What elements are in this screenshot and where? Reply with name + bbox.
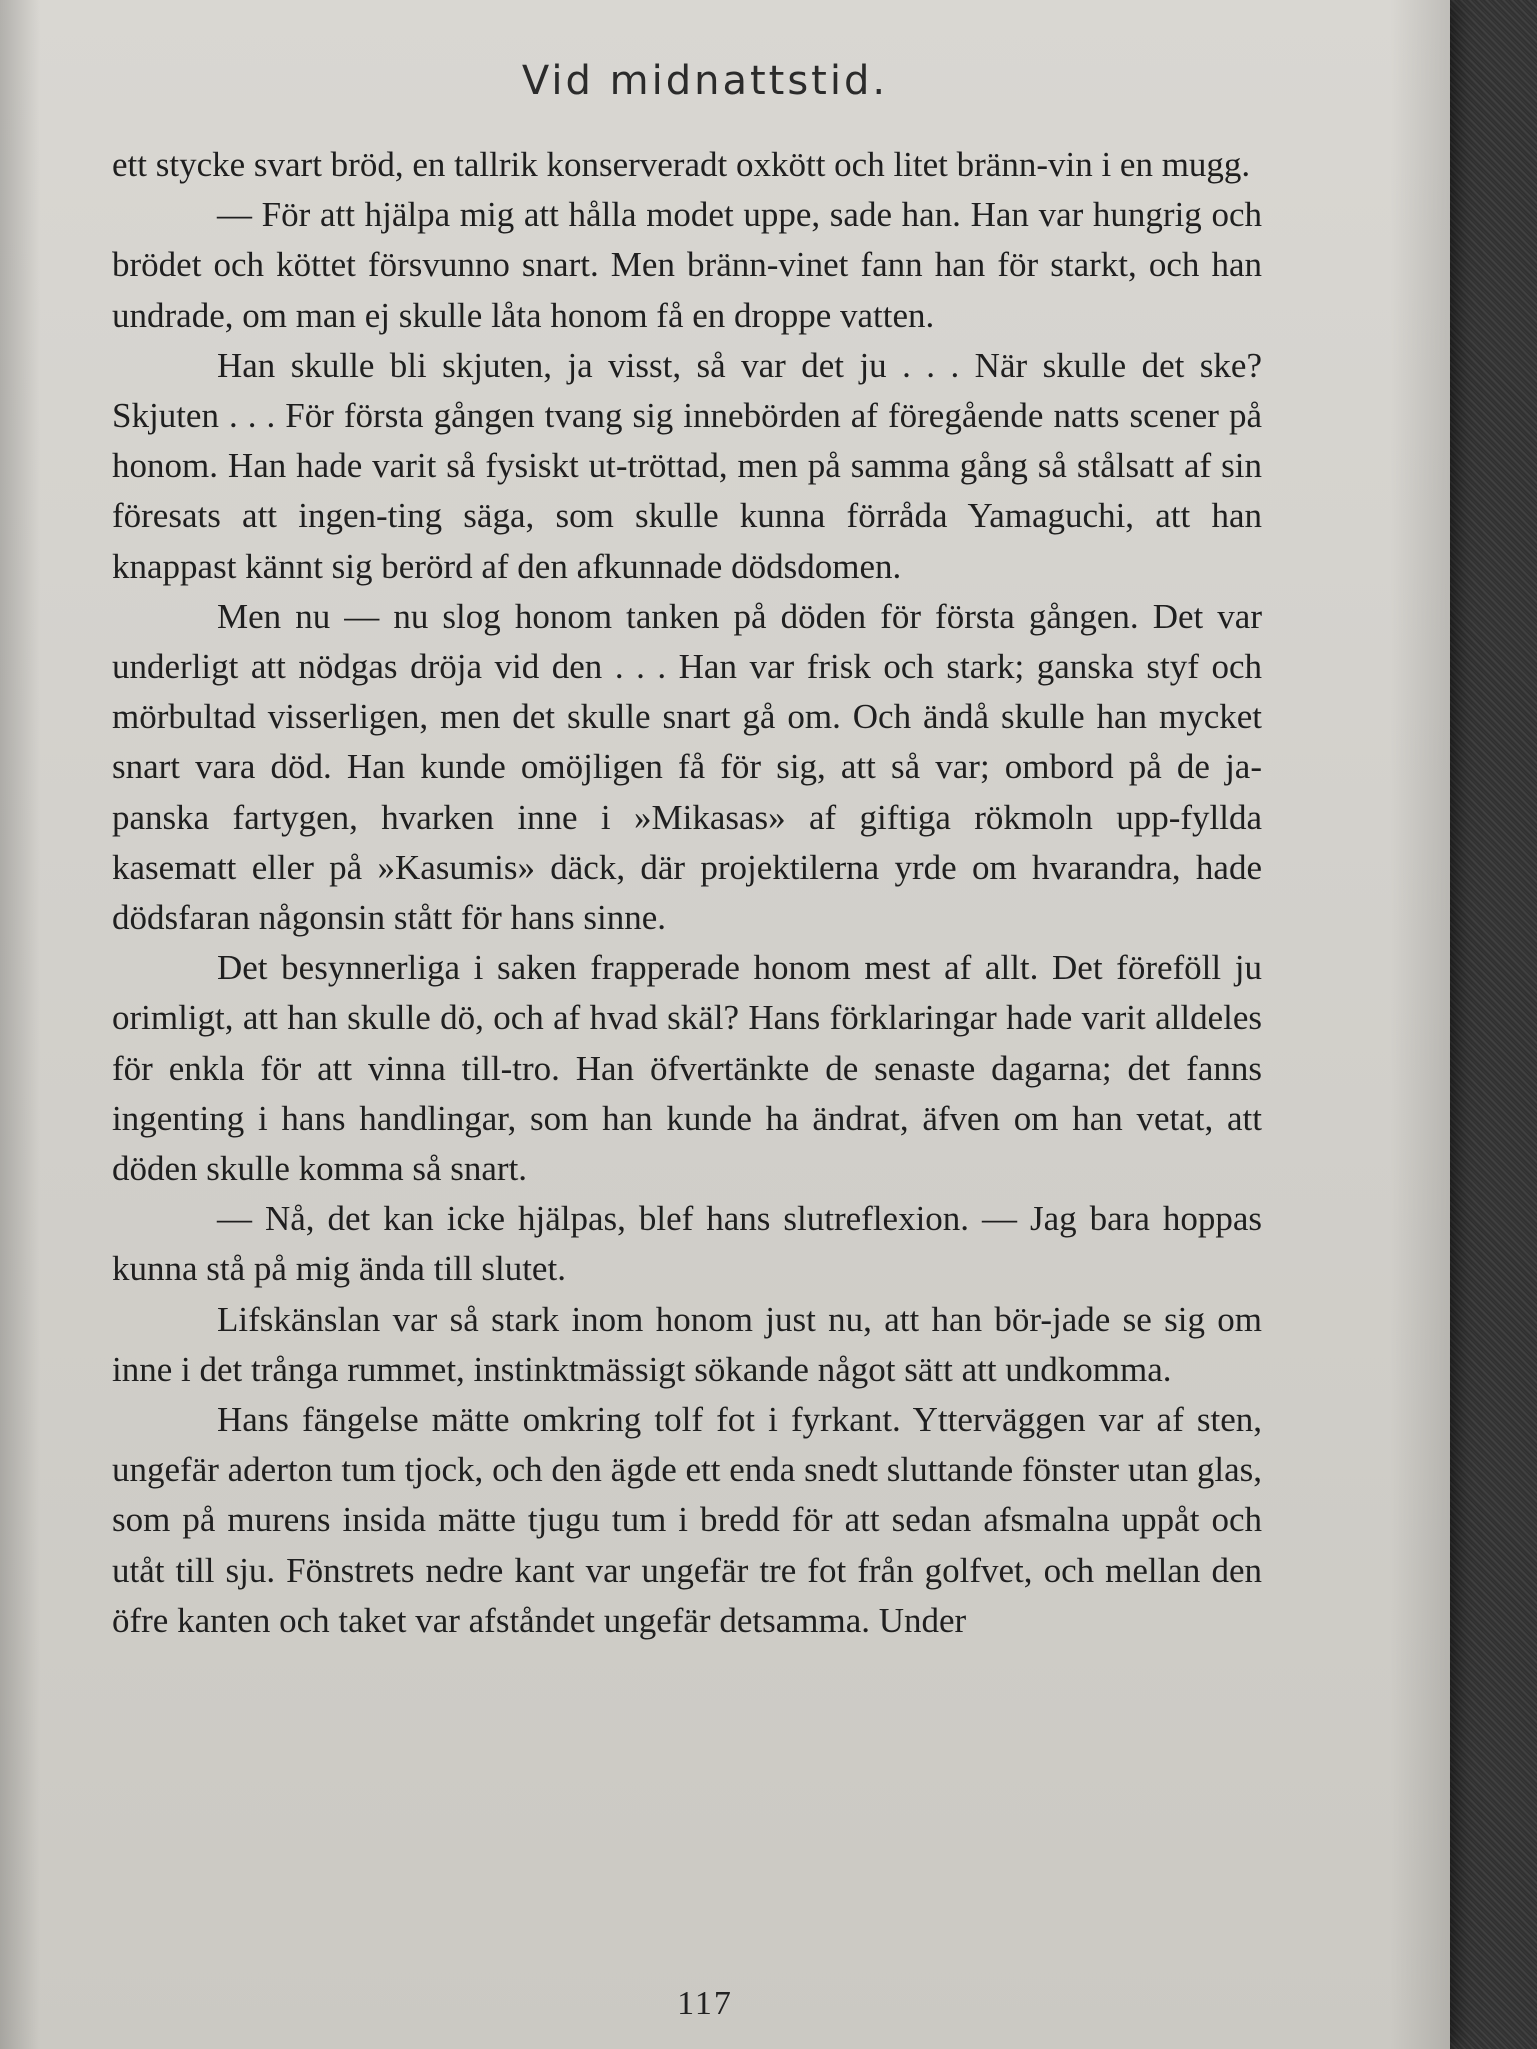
spine-shadow [0,0,40,2049]
body-text [112,140,1262,1646]
paragraph-3: Han skulle bli skjuten, ja visst, så var det ju . . . När skulle det ske? Skjuten . . . För första gången tvang sig innebörden af föregående natts scener på honom. Han hade varit så fysiskt ut-tröttad, men på samma gång så stålsatt af sin föresats att ingen-ting säga, som skulle kunna förråda Yamaguchi, att han knappast kännt sig berörd af den afkunnade dödsdomen. [112,345,1262,586]
running-head: Vid midnattstid. [521,58,889,104]
paragraph-4: Men nu — nu slog honom tanken på döden för första gången. Det var underligt att nödgas dröja vid den . . . Han var frisk och stark; ganska styf och mörbultad visserligen, men det skulle snart gå om. Och ändå skulle han mycket snart vara död. Han kunde omöjligen få för sig, att så var; ombord på de ja-panska fartygen, hvarken inne i »Mikasas» af giftiga rökmoln upp-fyllda kasematt eller på »Kasumis» däck, där projektilerna yrde om hvarandra, hade dödsfaran någonsin stått för hans sinne. [112,596,1262,938]
page-number: 117 [677,1985,733,2022]
paragraph-2: — För att hjälpa mig att hålla modet uppe, sade han. Han var hungrig och brödet och köttet försvunno snart. Men bränn-vinet fann han för starkt, och han undrade, om man ej skulle låta honom få en droppe vatten. [112,195,1262,335]
paragraph-6: — Nå, det kan icke hjälpas, blef hans slutreflexion. — Jag bara hoppas kunna stå på mig ända till slutet. [112,1199,1262,1289]
paragraph-5: Det besynnerliga i saken frapperade honom mest af allt. Det föreföll ju orimligt, att han skulle dö, och af hvad skäl? Hans förklaringar hade varit alldeles för enkla för att vinna till-tro. Han öfvertänkte de senaste dagarna; det fanns ingenting i hans handlingar, som han kunde ha ändrat, äfven om han vetat, att döden skulle komma så snart. [112,948,1262,1189]
paragraph-1: ett stycke svart bröd, en tallrik konserveradt oxkött och litet bränn-vin i en mugg. [112,145,1251,184]
paragraph-7: Lifskänslan var så stark inom honom just nu, att han bör-jade se sig om inne i det trånga rummet, instinktmässigt sökande något sätt att undkomma. [112,1299,1262,1389]
paragraph-8: Hans fängelse mätte omkring tolf fot i fyrkant. Ytterväggen var af sten, ungefär aderton tum tjock, och den ägde ett enda snedt sluttande fönster utan glas, som på murens insida mätte tjugu tum i bredd för att sedan afsmalna uppåt och utåt till sju. Fönstrets nedre kant var ungefär tre fot från golfvet, och mellan den öfre kanten och taket var afståndet ungefär detsamma. Under [112,1400,1262,1640]
